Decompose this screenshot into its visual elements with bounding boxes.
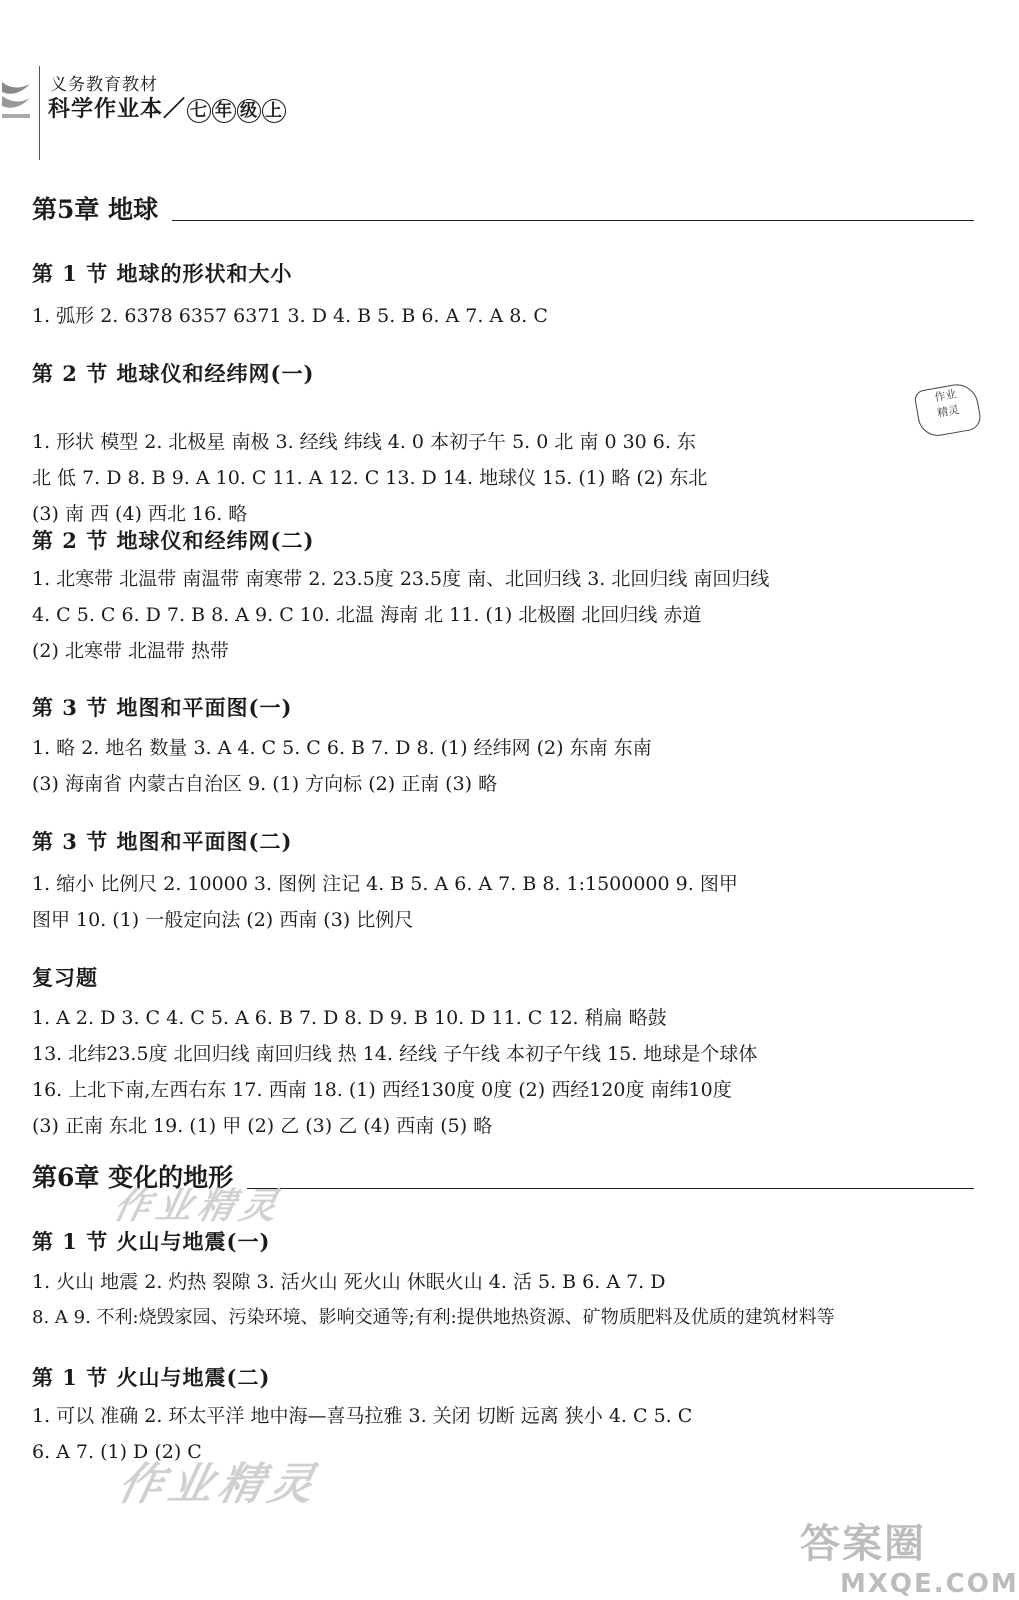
stamp-mark: 作业 精灵 — [913, 381, 982, 439]
answer-block — [32, 1000, 974, 1144]
answer-line: 1. 缩小 比例尺 2. 10000 3. 图例 注记 4. B 5. A 6. A 7. B 8. 1:1500000 9. 图甲 — [32, 873, 738, 895]
answer-line: 1. 略 2. 地名 数量 3. A 4. C 5. C 6. B 7. D 8. (1) 经纬网 (2) 东南 东南 — [32, 737, 652, 759]
chapter-rule — [172, 220, 974, 221]
answer-block — [32, 1264, 974, 1336]
answer-block — [32, 561, 974, 669]
chapter-heading: 第6章 变化的地形 — [32, 1158, 974, 1194]
answer-line: 8. A 9. 不利:烧毁家园、污染环境、影响交通等;有利:提供地热资源、矿物质肥料及优质的建筑材料等 — [32, 1307, 835, 1328]
answer-line: 1. 可以 准确 2. 环太平洋 地中海—喜马拉雅 3. 关闭 切断 远离 狭小 4. C 5. C — [32, 1405, 693, 1427]
answer-line: (3) 正南 东北 19. (1) 甲 (2) 乙 (3) 乙 (4) 西南 (5) 略 — [32, 1115, 493, 1137]
watermark-text: 作业精灵 — [113, 1459, 325, 1510]
grade-char: 级 — [237, 99, 261, 123]
chapter-heading: 第5章 地球 — [32, 190, 974, 226]
watermark-logo: 答案圈 MXQE.COM — [800, 1521, 1019, 1599]
answer-line: 1. 北寒带 北温带 南温带 南寒带 2. 23.5度 23.5度 南、北回归线 3. 北回归线 南回归线 — [32, 568, 770, 590]
answer-line: 16. 上北下南,左西右东 17. 西南 18. (1) 西经130度 0度 (2) 西经120度 南纬10度 — [32, 1079, 732, 1101]
publisher-logo-icon — [0, 62, 34, 134]
answer-line: (3) 南 西 (4) 西北 16. 略 — [32, 503, 248, 525]
answer-line: 1. A 2. D 3. C 4. C 5. A 6. B 7. D 8. D 9. B 10. D 11. C 12. 稍扁 略鼓 — [32, 1007, 667, 1029]
answer-line: 4. C 5. C 6. D 7. B 8. A 9. C 10. 北温 海南 北 11. (1) 北极圈 北回归线 赤道 — [32, 604, 702, 626]
grade-char: 七 — [187, 99, 211, 123]
answer-block — [32, 298, 974, 334]
series-label: 义务教育教材 — [50, 75, 158, 95]
watermark-text: 作业精灵 — [110, 1185, 287, 1227]
answer-line: 1. 火山 地震 2. 灼热 裂隙 3. 活火山 死火山 休眠火山 4. 活 5. B 6. A 7. D — [32, 1271, 666, 1293]
section-heading: 第 1 节 地球的形状和大小 — [32, 261, 293, 286]
section-heading: 第 3 节 地图和平面图(一) — [32, 695, 293, 720]
answer-line: 1. 弧形 2. 6378 6357 6371 3. D 4. B 5. B 6. A 7. A 8. C — [32, 305, 548, 327]
answer-line: (2) 北寒带 北温带 热带 — [32, 640, 230, 662]
answer-line: 北 低 7. D 8. B 9. A 10. C 11. A 12. C 13. D 14. 地球仪 15. (1) 略 (2) 东北 — [32, 467, 708, 489]
answer-line: 1. 形状 模型 2. 北极星 南极 3. 经线 纬线 4. 0 本初子午 5. 0 北 南 0 30 6. 东 — [32, 431, 696, 453]
section-heading: 第 1 节 火山与地震(一) — [32, 1229, 271, 1254]
section-heading: 第 2 节 地球仪和经纬网(一) — [32, 361, 315, 386]
answer-line: (3) 海南省 内蒙古自治区 9. (1) 方向标 (2) 正南 (3) 略 — [32, 773, 498, 795]
section-heading: 复习题 — [32, 965, 98, 990]
section-heading: 第 3 节 地图和平面图(二) — [32, 829, 293, 854]
answer-line: 图甲 10. (1) 一般定向法 (2) 西南 (3) 比例尺 — [32, 909, 414, 931]
answer-block — [32, 866, 974, 938]
answer-block — [32, 730, 974, 802]
section-heading: 第 1 节 火山与地震(二) — [32, 1365, 271, 1390]
section-heading: 第 2 节 地球仪和经纬网(二) — [32, 528, 315, 553]
header-divider — [39, 66, 40, 160]
chapter-rule — [247, 1188, 974, 1189]
grade-char: 上 — [262, 99, 286, 123]
answer-block — [32, 424, 974, 532]
book-title: 科学作业本／ 七 年 级 上 — [48, 92, 286, 123]
answer-line: 6. A 7. (1) D (2) C — [32, 1441, 202, 1463]
answer-line: 13. 北纬23.5度 北回归线 南回归线 热 14. 经线 子午线 本初子午线 15. 地球是个球体 — [32, 1043, 758, 1065]
grade-char: 年 — [212, 99, 236, 123]
